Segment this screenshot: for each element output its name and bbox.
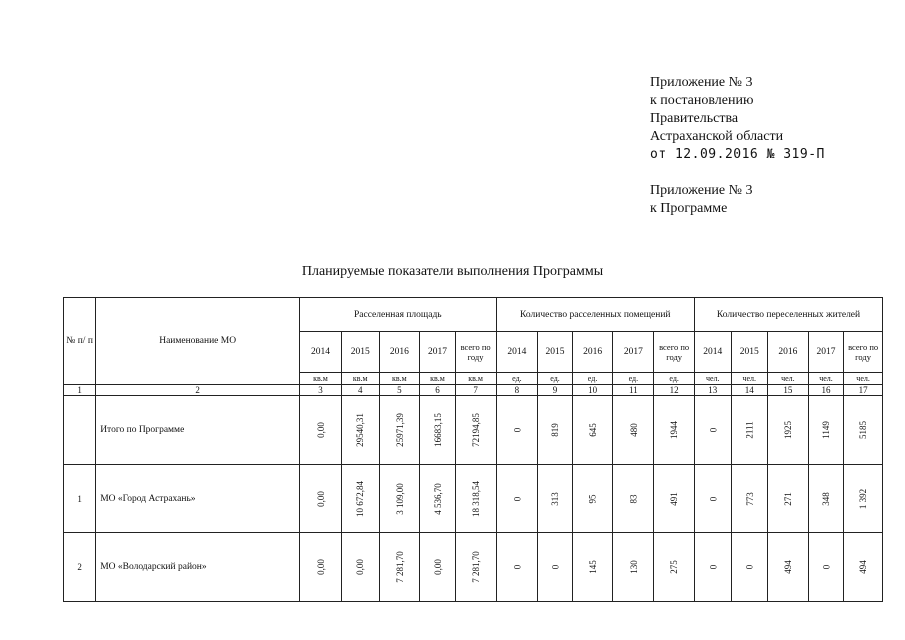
data-cell bbox=[768, 396, 809, 465]
decree-date-number: от 12.09.2016 № 319-П bbox=[650, 147, 825, 162]
cell-value: 0,00 bbox=[432, 559, 443, 575]
data-cell bbox=[844, 396, 883, 465]
cell-value: 7 281,70 bbox=[394, 551, 405, 583]
cell-value: 0 bbox=[820, 564, 831, 570]
index-cell: 8 bbox=[496, 385, 538, 396]
cell-value: 25971,39 bbox=[394, 413, 405, 447]
cell-value: 348 bbox=[820, 491, 831, 506]
index-cell: 15 bbox=[768, 385, 809, 396]
index-cell: 12 bbox=[654, 385, 695, 396]
table-row bbox=[64, 396, 883, 465]
unit-cell: кв.м bbox=[341, 373, 379, 385]
col-header-no: № п/ п bbox=[64, 298, 96, 385]
data-cell bbox=[654, 533, 695, 602]
index-cell: 6 bbox=[420, 385, 455, 396]
index-row bbox=[64, 385, 883, 396]
data-cell bbox=[420, 533, 455, 602]
cell-value: 130 bbox=[628, 560, 639, 574]
year-header: 2016 bbox=[572, 332, 613, 373]
cell-value: 0 bbox=[707, 496, 718, 501]
cell-value: 4 536,70 bbox=[432, 482, 443, 515]
index-cell: 3 bbox=[300, 385, 342, 396]
unit-cell: чел. bbox=[808, 373, 843, 385]
header-row-groups bbox=[64, 298, 883, 332]
cell-value: 0,00 bbox=[315, 490, 326, 507]
appendix-line: Астраханской области bbox=[650, 129, 784, 144]
row-name: МО «Володарский район» bbox=[96, 533, 300, 602]
year-header: 2016 bbox=[768, 332, 809, 373]
data-cell bbox=[538, 465, 572, 533]
data-cell bbox=[300, 465, 342, 533]
row-name: МО «Город Астрахань» bbox=[96, 465, 300, 533]
unit-cell: кв.м bbox=[300, 373, 342, 385]
unit-cell: ед. bbox=[572, 373, 613, 385]
cell-value: 3 109,00 bbox=[394, 482, 405, 515]
cell-value: 0 bbox=[511, 564, 522, 570]
table-row bbox=[64, 465, 883, 533]
data-cell bbox=[341, 465, 379, 533]
data-cell bbox=[808, 533, 843, 602]
data-cell bbox=[455, 533, 496, 602]
index-cell: 9 bbox=[538, 385, 572, 396]
data-cell bbox=[572, 533, 613, 602]
data-cell bbox=[420, 396, 455, 465]
cell-value: 645 bbox=[587, 423, 598, 437]
index-cell: 5 bbox=[379, 385, 420, 396]
data-cell bbox=[808, 465, 843, 533]
data-cell bbox=[695, 396, 731, 465]
year-header: 2017 bbox=[808, 332, 843, 373]
data-cell bbox=[844, 533, 883, 602]
data-cell bbox=[844, 465, 883, 533]
index-cell: 14 bbox=[731, 385, 767, 396]
index-cell: 2 bbox=[96, 385, 300, 396]
cell-value: 480 bbox=[628, 423, 639, 437]
data-cell bbox=[496, 465, 538, 533]
appendix-line: Приложение № 3 bbox=[650, 183, 753, 198]
appendix-line: к постановлению bbox=[650, 93, 754, 108]
year-header: 2014 bbox=[496, 332, 538, 373]
data-cell bbox=[731, 396, 767, 465]
cell-value: 0,00 bbox=[315, 559, 326, 575]
cell-value: 0 bbox=[550, 564, 560, 570]
index-cell: 10 bbox=[572, 385, 613, 396]
index-cell: 1 bbox=[64, 385, 96, 396]
appendix-line: Приложение № 3 bbox=[650, 75, 753, 90]
data-cell bbox=[695, 533, 731, 602]
cell-value: 1 392 bbox=[858, 488, 869, 509]
data-cell bbox=[613, 465, 654, 533]
unit-cell: ед. bbox=[538, 373, 572, 385]
cell-value: 29540,31 bbox=[355, 413, 366, 447]
index-cell: 7 bbox=[455, 385, 496, 396]
cell-value: 145 bbox=[587, 560, 598, 574]
cell-value: 0,00 bbox=[355, 559, 366, 575]
data-cell bbox=[300, 533, 342, 602]
cell-value: 72194,85 bbox=[470, 413, 481, 447]
index-cell: 16 bbox=[808, 385, 843, 396]
data-cell bbox=[572, 465, 613, 533]
row-name: Итого по Программе bbox=[96, 396, 300, 465]
row-number bbox=[64, 396, 96, 465]
unit-cell: чел. bbox=[731, 373, 767, 385]
data-cell bbox=[379, 533, 420, 602]
data-cell bbox=[300, 396, 342, 465]
data-cell bbox=[695, 465, 731, 533]
year-header: 2014 bbox=[695, 332, 731, 373]
cell-value: 0 bbox=[511, 496, 522, 501]
data-cell bbox=[731, 465, 767, 533]
data-cell bbox=[379, 396, 420, 465]
cell-value: 18 318,54 bbox=[470, 480, 481, 517]
data-cell bbox=[654, 396, 695, 465]
group-header-people: Количество переселенных жителей bbox=[695, 298, 883, 332]
appendix-line: Правительства bbox=[650, 111, 739, 126]
group-header-area: Расселенная площадь bbox=[300, 298, 496, 332]
table-row bbox=[64, 533, 883, 602]
cell-value: 1149 bbox=[820, 421, 831, 439]
data-cell bbox=[455, 396, 496, 465]
cell-value: 5185 bbox=[858, 421, 869, 439]
year-header: 2014 bbox=[300, 332, 342, 373]
unit-cell: ед. bbox=[613, 373, 654, 385]
unit-cell: ед. bbox=[654, 373, 695, 385]
total-header: всего по году bbox=[455, 332, 496, 373]
data-cell bbox=[654, 465, 695, 533]
year-header: 2017 bbox=[420, 332, 455, 373]
cell-value: 2111 bbox=[744, 421, 755, 439]
row-number: 1 bbox=[64, 465, 96, 533]
cell-value: 494 bbox=[858, 560, 869, 574]
cell-value: 819 bbox=[550, 423, 560, 437]
data-cell bbox=[613, 533, 654, 602]
cell-value: 10 672,84 bbox=[355, 480, 366, 517]
index-cell: 11 bbox=[613, 385, 654, 396]
data-cell bbox=[496, 533, 538, 602]
total-header: всего по году bbox=[844, 332, 883, 373]
data-cell bbox=[572, 396, 613, 465]
unit-cell: чел. bbox=[695, 373, 731, 385]
cell-value: 773 bbox=[744, 491, 755, 506]
cell-value: 491 bbox=[669, 491, 680, 506]
appendix-header bbox=[650, 74, 825, 218]
data-cell bbox=[808, 396, 843, 465]
index-cell: 4 bbox=[341, 385, 379, 396]
col-header-name: Наименование МО bbox=[96, 298, 300, 385]
data-cell bbox=[613, 396, 654, 465]
cell-value: 275 bbox=[669, 560, 680, 574]
year-header: 2017 bbox=[613, 332, 654, 373]
year-header: 2015 bbox=[538, 332, 572, 373]
unit-cell: чел. bbox=[844, 373, 883, 385]
unit-cell: ед. bbox=[496, 373, 538, 385]
year-header: 2015 bbox=[731, 332, 767, 373]
cell-value: 0 bbox=[511, 427, 522, 433]
data-cell bbox=[538, 533, 572, 602]
cell-value: 0 bbox=[707, 564, 718, 570]
indicators-table bbox=[63, 297, 883, 602]
cell-value: 313 bbox=[550, 491, 560, 506]
cell-value: 271 bbox=[782, 491, 793, 506]
data-cell bbox=[420, 465, 455, 533]
cell-value: 0,00 bbox=[315, 422, 326, 438]
data-cell bbox=[341, 533, 379, 602]
unit-cell: кв.м bbox=[455, 373, 496, 385]
cell-value: 1944 bbox=[669, 421, 680, 439]
data-cell bbox=[496, 396, 538, 465]
data-cell bbox=[538, 396, 572, 465]
unit-cell: кв.м bbox=[379, 373, 420, 385]
data-cell bbox=[379, 465, 420, 533]
appendix-line: к Программе bbox=[650, 201, 728, 216]
data-cell bbox=[455, 465, 496, 533]
index-cell: 13 bbox=[695, 385, 731, 396]
unit-cell: кв.м bbox=[420, 373, 455, 385]
unit-cell: чел. bbox=[768, 373, 809, 385]
cell-value: 0 bbox=[707, 427, 718, 433]
cell-value: 83 bbox=[628, 494, 639, 503]
row-number: 2 bbox=[64, 533, 96, 602]
index-cell: 17 bbox=[844, 385, 883, 396]
data-cell bbox=[768, 533, 809, 602]
page-title: Планируемые показатели выполнения Программы bbox=[301, 264, 604, 279]
year-header: 2016 bbox=[379, 332, 420, 373]
cell-value: 7 281,70 bbox=[470, 551, 481, 583]
data-cell bbox=[731, 533, 767, 602]
cell-value: 0 bbox=[744, 564, 755, 570]
cell-value: 95 bbox=[587, 494, 598, 503]
data-cell bbox=[768, 465, 809, 533]
year-header: 2015 bbox=[341, 332, 379, 373]
cell-value: 1925 bbox=[782, 421, 793, 439]
cell-value: 16683,15 bbox=[432, 413, 443, 447]
data-cell bbox=[341, 396, 379, 465]
group-header-rooms: Количество расселенных помещений bbox=[496, 298, 695, 332]
cell-value: 494 bbox=[782, 560, 793, 574]
total-header: всего по году bbox=[654, 332, 695, 373]
